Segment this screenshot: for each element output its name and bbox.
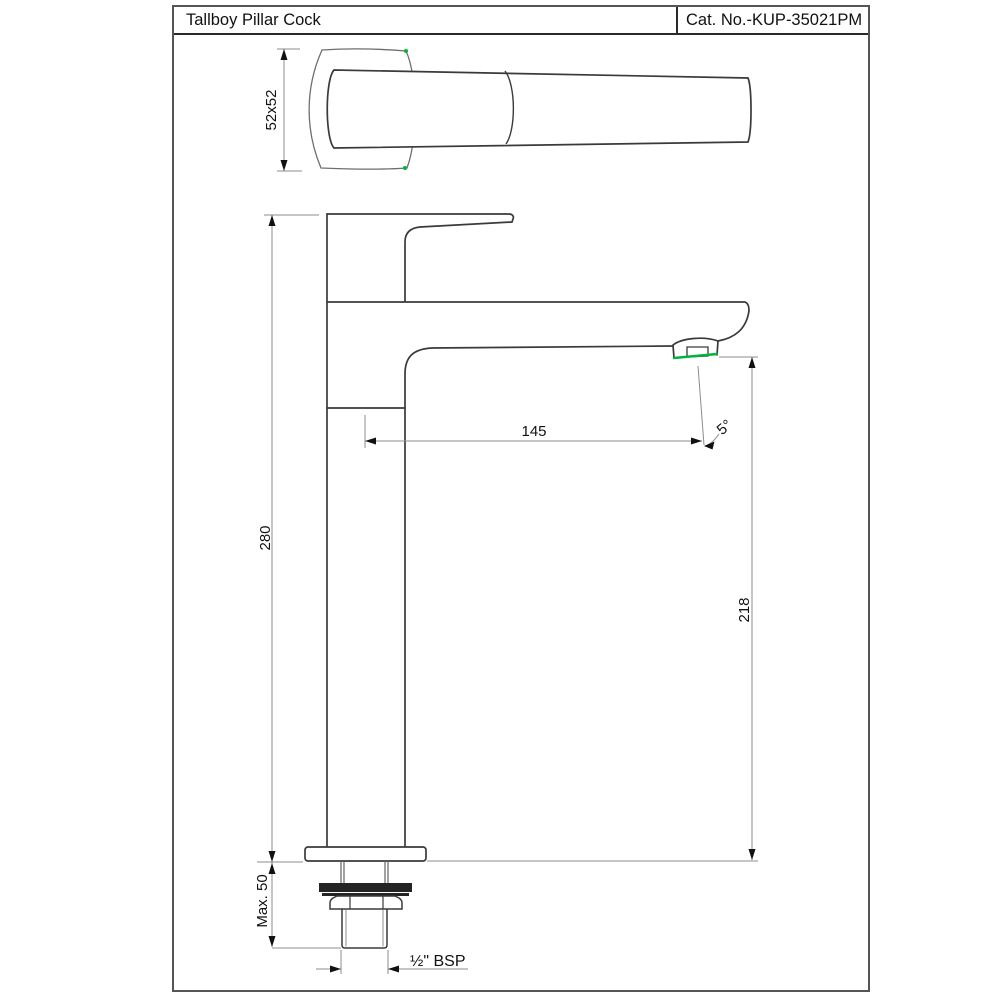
product-name: Tallboy Pillar Cock [186,10,321,29]
title-block [174,7,868,35]
catalog-number: Cat. No.-KUP-35021PM [676,7,868,33]
drawing-sheet-border [172,5,870,992]
label-spout-angle: 5° [713,416,736,439]
label-thread-size: ½" BSP [410,953,466,970]
label-spout-reach: 145 [521,423,547,440]
label-max-deck: Max. 50 [253,874,271,928]
label-handle-size: 52x52 [262,89,280,131]
label-total-height: 280 [256,525,274,551]
label-spout-height: 218 [735,597,753,623]
